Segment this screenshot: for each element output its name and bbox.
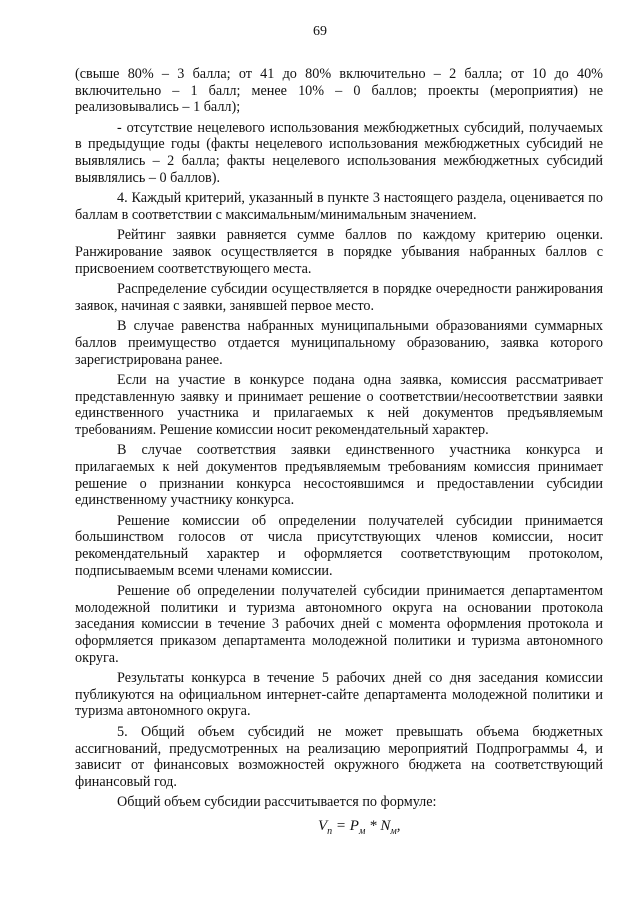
formula-equals: = (335, 818, 347, 834)
paragraph: - отсутствие нецелевого использования межбюджетных субсидий, получаемых в предыдущие годы (факты нецелевого использования межбюджетных субсидий не выявлялись – 2 балла; факты нецелевого использования межбюджетных субсидий выявлялись – 0 баллов). (75, 119, 603, 186)
document-body (75, 66, 603, 815)
paragraph: Результаты конкурса в течение 5 рабочих дней со дня заседания комиссии публикуются на официальном интернет-сайте департамента молодежной политики и туризма автономного округа. (75, 670, 603, 720)
paragraph: 4. Каждый критерий, указанный в пункте 3 настоящего раздела, оценивается по баллам в соответствии с максимальным/минимальным значением. (75, 190, 603, 223)
formula-lhs: V (318, 818, 328, 834)
paragraph: Общий объем субсидии рассчитывается по формуле: (117, 794, 437, 811)
paragraph: Решение об определении получателей субсидии принимается департаментом молодежной политики и туризма автономного округа на основании протокола заседания комиссии в течение 3 рабочих дней с момента оформления протокола и оформляется приказом департамента молодежной политики и туризма автономного округа. (75, 583, 603, 666)
formula-term2: N (380, 818, 391, 834)
paragraph: (свыше 80% – 3 балла; от 41 до 80% включительно – 2 балла; от 10 до 40% включительно – 1 балл; менее 10% – 0 баллов; проекты (мероприятия) не реализовывались – 1 балл); (75, 66, 603, 116)
paragraph: 5. Общий объем субсидий не может превышать объема бюджетных ассигнований, предусмотренных на реализацию мероприятий Подпрограммы 4, и зависит от финансовых возможностей окружного бюджета на соответствующий финансовый год. (75, 723, 603, 790)
paragraph: Рейтинг заявки равняется сумме баллов по каждому критерию оценки. Ранжирование заявок осуществляется в порядке убывания набранных баллов с присвоением соответствующего места. (75, 227, 603, 277)
formula-lhs-sub: п (327, 826, 333, 837)
formula-trail: , (396, 818, 401, 834)
paragraph: Решение комиссии об определении получателей субсидии принимается большинством голосов от числа присутствующих членов комиссии, носит рекомендательный характер и оформляется соответствующим протоколом, подписываемым всеми членами комиссии. (75, 512, 603, 579)
formula (318, 818, 401, 837)
formula-term2-sub: м (390, 826, 397, 837)
formula-term1: P (349, 818, 359, 834)
page-number: 69 (313, 24, 327, 39)
formula-multiply: * (369, 818, 377, 834)
paragraph: В случае равенства набранных муниципальными образованиями суммарных баллов преимущество отдается муниципальному образованию, заявка которого зарегистрирована ранее. (75, 318, 603, 368)
paragraph: Распределение субсидии осуществляется в порядке очередности ранжирования заявок, начиная с заявки, занявшей первое место. (75, 281, 603, 314)
paragraph: В случае соответствия заявки единственного участника конкурса и прилагаемых к ней документов предъявляемым требованиям комиссия принимает решение о признании конкурса несостоявшимся и предоставлении субсидии единственному участнику конкурса. (75, 442, 603, 509)
paragraph: Если на участие в конкурсе подана одна заявка, комиссия рассматривает представленную заявку и принимает решение о соответствии/несоответствии заявки единственного участника и прилагаемых к ней документов предъявляемым требованиям. Решение комиссии носит рекомендательный характер. (75, 372, 603, 438)
formula-term1-sub: м (358, 826, 366, 837)
